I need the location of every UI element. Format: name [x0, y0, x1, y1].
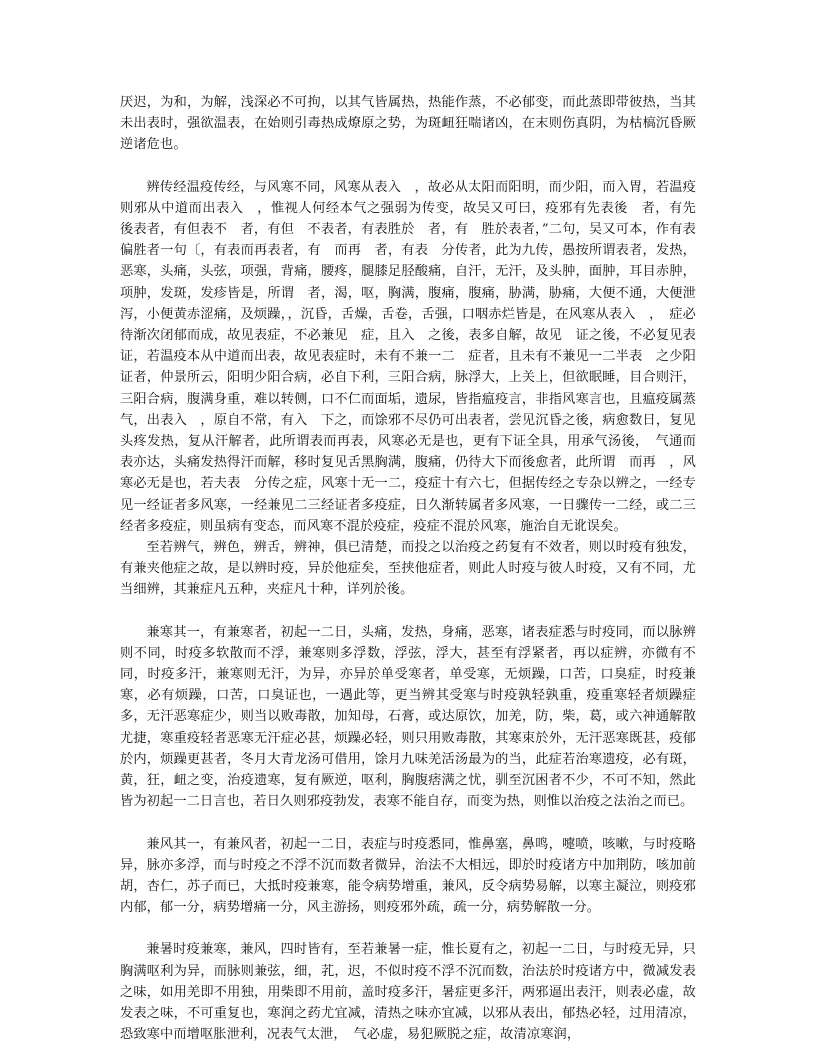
paragraph-combined-cold: 兼寒其一，有兼寒者，初起一二日，头痛，发热，身痛，恶寒，诸表症悉与时疫同，而以脉辨则不同，时疫多软散而不浮，兼寒则多浮数，浮弦，浮大，甚至有浮紧者，再以症辨，亦微有不同，时疫多汗，兼寒则无汗，为异，亦异於单受寒者，单受寒，无烦躁，口苦，口臭症，时疫兼寒，必有烦躁，口苦，口臭证也，一遇此等，更当辨其受寒与时疫孰轻孰重，疫重寒轻者烦躁症多，无汗恶寒症少，则当以败毒散，加知母，石膏，或达原饮，加羌，防，柴，葛，或六神通解散尤捷，寒重疫轻者恶寒无汗症必甚，烦躁必轻，则只用败毒散，其寒束於外，无汗恶寒既甚，疫郁於内，烦躁更甚者，冬月大青龙汤可借用，馀月九味羌活汤最为的当，此症若治寒遗疫，必有斑，黄，狂，衄之变，治疫遗寒，复有厥逆，呕利，胸腹痞满之忧，驯至沉困者不少，不可不知，然此皆为初起一二日言也，若日久则邪疫勃发，表寒不能自存，而变为热，则惟以治疫之法治之而已。 — [120, 624, 696, 810]
paragraph-continuation: 厌迟，为和，为解，浅深必不可拘，以其气皆属热，热能作蒸，不必郁变，而此蒸即带彼热，当其未出表时，强欲温表，在始则引毒热成燎原之势，为斑衄狂喘诸凶，在末则伤真阴，为枯槁沉昏厥逆诸危也。 — [120, 95, 696, 153]
document-page — [120, 92, 710, 1045]
paragraph-combined-summer-heat: 兼暑时疫兼寒，兼风，四时皆有，至若兼暑一症，惟长夏有之，初起一二日，与时疫无异，只胸满呕利为异，而脉则兼弦，细，芤，迟，不似时疫不浮不沉而数，治法於时疫诸方中，微减发表之味，如用羌即不用独，用柴即不用前，盖时疫多汗，暑症更多汗，两邪逼出表汗，则表必虚，故发表之味，不可重复也，寒润之药尤宜减，清热之味亦宜减，以邪从表出，郁热必轻，过用清凉，恐致寒中而增呕胀泄利，况表气太泄， 气必虚，易犯厥脱之症，故清凉寒润， — [120, 942, 696, 1043]
paragraph-transmission-distinction: 辨传经温疫传经，与风寒不同，风寒从表入 ，故必从太阳而阳明，而少阳，而入胃，若温疫则邪从中道而出表入 ，惟视人何经本气之强弱为传变，故吴又可曰，疫邪有先表後 者，有先 後表者，有但表不 者，有但 不表者，有表胜於 者，有 胜於表者，”二句，吴又可本，作有表 偏胜者一句〔，有表而再表者，有 而再 者，有表 分传者，此为九传，愚按所谓表者，发热，恶寒，头痛，头弦，项强，背痛，腰疼，腿膝足胫酸痛，自汗，无汗，及头肿，面肿，耳目赤肿，项肿，发斑，发疹皆是，所谓 者，渴，呕，胸满，腹痛，腹痛，胁满，胁痛，大便不通，大便泄泻，小便黄赤涩痛，及烦躁，，沉昏，舌燥，舌卷，舌强，口咽赤烂皆是，在风寒从表入 ， 症必待渐次闭郁而成，故见表症，不必兼见 症，且入 之後，表多自解，故见 证之後，不必复见表证，若温疫本从中道而出表，故见表症时，未有不兼一二 症者，且未有不兼见一二半表 之少阳证者，仲景所云，阳明少阳合病，必自下利，三阳合病，脉浮大，上关上，但欲眠睡，目合则汗，三阳合病，腹满身重，难以转侧，口不仁而面垢，遗尿，皆指瘟疫言，非指风寒言也，且瘟疫属蒸气，出表入 ，原自不常，有入 下之，而馀邪不尽仍可出表者，尝见沉昏之後，病愈数日，复见头疼发热，复从汗解者，此所谓表而再表，风寒必无是也，更有下证全具，用承气汤後， 气通而表亦达，头痛发热得汗而解，移时复见舌黑胸满，腹痛，仍待大下而後愈者，此所谓 而再 ，风寒必无是也，若夫表 分传之症，风寒十无一二，疫症十有六七，但据传经之专杂以辨之，一经专见一经证者多风寒，一经兼见二三经证者多疫症，日久渐转属者多风寒，一日骤传一二经，或二三经者多疫症，则虽病有变态，而风寒不混於疫症，疫症不混於风寒，施治自无讹误矣。 — [120, 179, 710, 534]
paragraph-combined-symptoms-intro: 至若辨气，辨色，辨舌，辨神，俱已清楚，而投之以治疫之药复有不效者，则以时疫有独发，有兼夹他症之故，是以辨时疫，异於他症矣，至挟他症者，则此人时疫与彼人时疫，又有不同，尤当细辨，其兼症凡五种，夹症凡十种，详列於後。 — [120, 540, 696, 598]
paragraph-combined-wind: 兼风其一，有兼风者，初起一二日，表症与时疫悉同，惟鼻塞，鼻鸣，嚏喷，咳嗽，与时疫略异，脉亦多浮，而与时疫之不浮不沉而数者微异，治法不大相远，即於时疫诸方中加荆防，咳加前胡，杏仁，苏子而已，大抵时疫兼寒，能令病势增重，兼风，反令病势易解，以寒主凝泣，则疫邪内郁，郁一分，病势增痛一分，风主游扬，则疫邪外疏，疏一分，病势解散一分。 — [120, 836, 696, 916]
